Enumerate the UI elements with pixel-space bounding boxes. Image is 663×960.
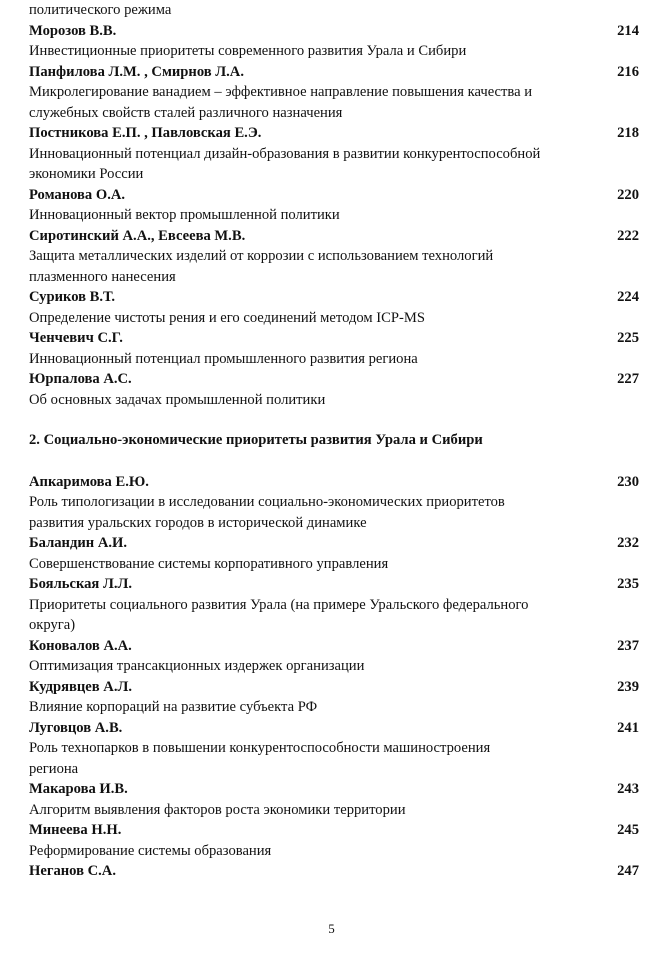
toc-title-line: Определение чистоты рения и его соединений методом ICP-MS	[29, 309, 425, 326]
toc-entry-author-line	[29, 861, 639, 882]
toc-author: Коновалов А.А.	[29, 637, 132, 654]
toc-entry-author-line	[29, 574, 639, 595]
continuation-line: политического режима	[29, 2, 172, 18]
toc-author: Морозов В.В.	[29, 22, 117, 39]
toc-author: Макарова И.В.	[29, 781, 128, 797]
toc-entry-author-line	[29, 636, 639, 657]
toc-page-number: 237	[617, 637, 639, 654]
toc-author: Сиротинский А.А., Евсеева М.В.	[29, 227, 246, 244]
toc-title-line: Защита металлических изделий от коррозии с использованием технологий	[29, 248, 494, 264]
toc-author: Апкаримова Е.Ю.	[29, 473, 149, 490]
section-gap	[29, 410, 639, 430]
toc-entry-author-line	[29, 287, 639, 308]
toc-author: Луговцов А.В.	[29, 719, 123, 736]
toc-page-number: 243	[617, 781, 639, 797]
toc-author: Ченчевич С.Г.	[29, 330, 123, 346]
toc-title-line: Инновационный потенциал промышленного развития региона	[29, 350, 418, 367]
toc-page-number: 218	[617, 125, 639, 141]
toc-title-line: региона	[29, 760, 79, 777]
toc-entry-author-line	[29, 62, 639, 83]
toc-title-line: развития уральских городов в исторической динамике	[29, 514, 367, 531]
toc-author: Суриков В.Т.	[29, 289, 115, 305]
toc-author: Неганов С.А.	[29, 863, 116, 879]
toc-title-line: Инновационный потенциал дизайн-образования в развитии конкурентоспособной	[29, 145, 541, 162]
toc-author: Романова О.А.	[29, 186, 126, 203]
toc-page-number: 239	[617, 678, 639, 695]
toc-title-line: Инновационный вектор промышленной политики	[29, 207, 340, 223]
toc-entry-author-line	[29, 21, 639, 42]
toc-author: Юрпалова А.С.	[29, 371, 132, 387]
toc-title-line: Оптимизация трансакционных издержек организации	[29, 658, 365, 674]
toc-page-number: 245	[617, 822, 639, 838]
toc-entry-author-line	[29, 718, 639, 739]
toc-title-line: Инвестиционные приоритеты современного развития Урала и Сибири	[29, 43, 467, 59]
toc-page-number: 230	[617, 473, 639, 490]
toc-title-line: Алгоритм выявления факторов роста экономики территории	[29, 801, 406, 818]
section-gap-after	[29, 451, 639, 472]
toc-entry-author-line	[29, 369, 639, 390]
toc-author: Постникова Е.П. , Павловская Е.Э.	[29, 125, 262, 141]
toc-page-number: 247	[617, 863, 639, 879]
toc-entry-author-line	[29, 820, 639, 841]
toc-page-number: 224	[617, 289, 639, 305]
toc-title-line: плазменного нанесения	[29, 268, 176, 285]
toc-author: Панфилова Л.М. , Смирнов Л.А.	[29, 63, 244, 80]
toc-author: Бояльская Л.Л.	[29, 576, 133, 592]
toc-page	[29, 0, 639, 882]
toc-entry-author-line	[29, 226, 639, 247]
toc-title-line: Реформирование системы образования	[29, 842, 272, 859]
toc-entry-author-line	[29, 677, 639, 698]
toc-page-number: 227	[617, 371, 639, 387]
toc-entry-author-line	[29, 123, 639, 144]
page-number: 5	[328, 921, 335, 936]
toc-author: Кудрявцев А.Л.	[29, 678, 132, 695]
toc-title-line: Совершенствование системы корпоративного управления	[29, 555, 389, 572]
toc-title-line: служебных свойств сталей различного назначения	[29, 104, 343, 121]
toc-title-line: округа)	[29, 617, 76, 633]
toc-page-number: 232	[617, 535, 639, 551]
toc-title-line: Приоритеты социального развития Урала (на примере Уральского федерального	[29, 596, 529, 613]
toc-entry-author-line	[29, 472, 639, 493]
toc-title-line: Роль типологизации в исследовании социально-экономических приоритетов	[29, 494, 505, 510]
toc-page-number: 222	[617, 227, 639, 244]
toc-page-number: 220	[617, 186, 639, 203]
toc-title-line: Роль технопарков в повышении конкурентоспособности машиностроения	[29, 740, 491, 756]
toc-author: Баландин А.И.	[29, 535, 128, 551]
toc-title-line: Влияние корпораций на развитие субъекта РФ	[29, 699, 318, 715]
toc-page-number: 216	[617, 63, 639, 80]
toc-page-number: 214	[617, 22, 639, 39]
toc-block-2	[29, 472, 639, 882]
toc-page-number: 235	[617, 576, 639, 592]
toc-title-line: Об основных задачах промышленной политики	[29, 391, 326, 408]
toc-entry-author-line	[29, 779, 639, 800]
section-heading: 2. Социально-экономические приоритеты развития Урала и Сибири	[29, 432, 483, 448]
toc-entry-author-line	[29, 533, 639, 554]
toc-author: Минеева Н.Н.	[29, 822, 122, 838]
toc-block-1	[29, 21, 639, 411]
toc-title-line: Микролегирование ванадием – эффективное направление повышения качества и	[29, 84, 533, 100]
toc-page-number: 225	[617, 330, 639, 346]
toc-title-line: экономики России	[29, 166, 144, 182]
toc-page-number: 241	[617, 719, 639, 736]
toc-entry-author-line	[29, 328, 639, 349]
toc-entry-author-line	[29, 185, 639, 206]
